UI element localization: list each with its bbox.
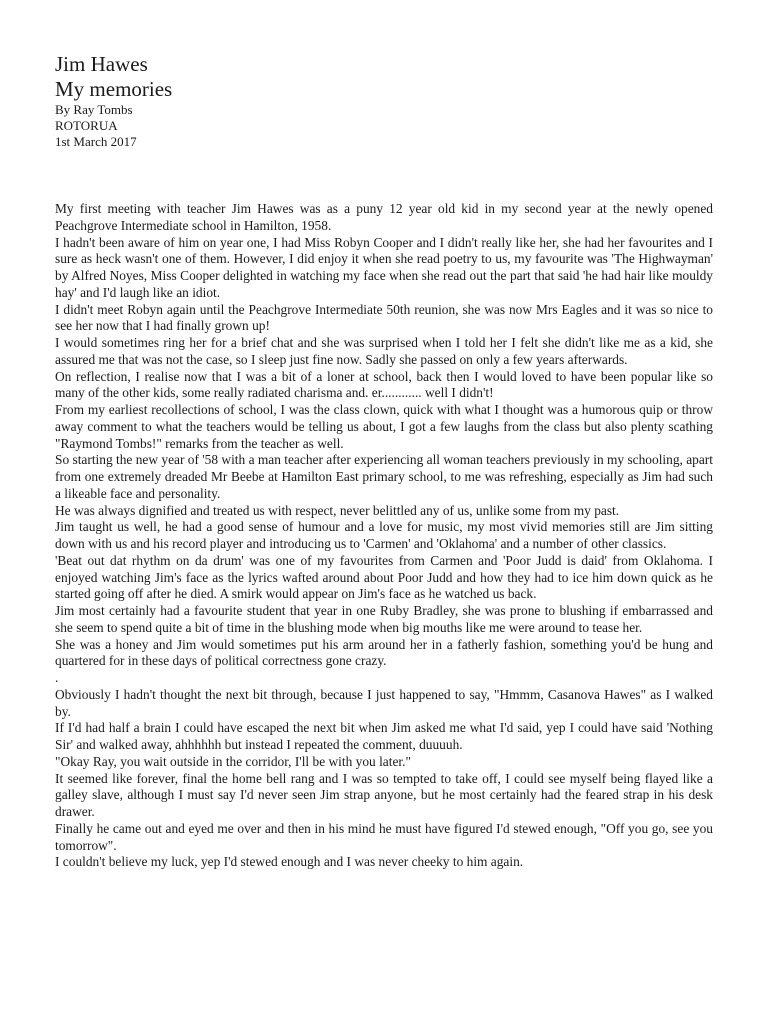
paragraph: My first meeting with teacher Jim Hawes was as a puny 12 year old kid in my second year at the newly opened Peachgrove Intermediate school in Hamilton, 1958. bbox=[55, 201, 713, 233]
paragraph: "Okay Ray, you wait outside in the corridor, I'll be with you later." bbox=[55, 753, 411, 769]
date: 1st March 2017 bbox=[55, 134, 137, 149]
paragraph: I couldn't believe my luck, yep I'd stewed enough and I was never cheeky to him again. bbox=[55, 854, 524, 870]
paragraph: She was a honey and Jim would sometimes put his arm around her in a fatherly fashion, something you'd be hung and quartered for in these days of political correctness gone crazy. bbox=[55, 636, 713, 669]
paragraph: It seemed like forever, final the home bell rang and I was so tempted to take off, I could see myself being flayed like a galley slave, although I must say I'd never seen Jim strap anyone, but he most certainly had the feared strap in his desk drawer. bbox=[55, 770, 713, 819]
paragraph: I would sometimes ring her for a brief chat and she was surprised when I told her I felt she didn't like me as a kid, she assured me that was not the case, so I sleep just fine now. Sadly she passed on only a few years afterwards. bbox=[55, 335, 713, 367]
paragraph: Jim most certainly had a favourite student that year in one Ruby Bradley, she was prone to blushing if embarrassed and she seem to spend quite a bit of time in the blushing mode when big mouths like me were around to tease her. bbox=[55, 603, 713, 635]
paragraph: I hadn't been aware of him on year one, I had Miss Robyn Cooper and I didn't really like her, she had her favourites and I sure as heck wasn't one of them. However, I did enjoy it when she read poetry to us, my favourite was 'The Highwayman' by Alfred Noyes, Miss Cooper delighted in watching my face when she read out the part that said 'he had hair like mouldy hay' and I'd laugh like an idiot. bbox=[55, 234, 713, 300]
paragraph: Finally he came out and eyed me over and then in his mind he must have figured I'd stewed enough, "Off you go, see you tomorrow". bbox=[55, 820, 713, 853]
paragraph: 'Beat out dat rhythm on da drum' was one of my favourites from Carmen and 'Poor Judd is daid' from Oklahoma. I enjoyed watching Jim's face as the lyrics wafted around about Poor Judd and how they had to ice him down quick as he started going off after he died. A smirk would appear on Jim's face as he watched us back. bbox=[55, 552, 713, 602]
paragraph: . bbox=[55, 670, 59, 685]
paragraph: I didn't meet Robyn again until the Peachgrove Intermediate 50th reunion, she was now Mrs Eagles and it was so nice to see her now that I had finally grown up! bbox=[55, 301, 713, 334]
paragraph: Obviously I hadn't thought the next bit through, because I just happened to say, "Hmmm, Casanova Hawes" as I walked by. bbox=[55, 686, 713, 719]
paragraph: So starting the new year of '58 with a man teacher after experiencing all woman teachers previously in my schooling, apart from one extremely dreaded Mr Beebe at Hamilton East primary school, to me was refreshing, especially as Jim had such a likeable face and personality. bbox=[55, 452, 713, 501]
place: ROTORUA bbox=[55, 118, 118, 133]
title-name: Jim Hawes bbox=[55, 52, 148, 76]
paragraph: On reflection, I realise now that I was a bit of a loner at school, back then I would loved to have been popular like so many of the other kids, some really radiated charisma and. er............ well I didn't! bbox=[55, 368, 713, 401]
document-body bbox=[55, 201, 713, 871]
paragraph: Jim taught us well, he had a good sense of humour and a love for music, my most vivid memories still are Jim sitting down with us and his record player and introducing us to 'Carmen' and 'Oklahoma' and a number of other classics. bbox=[55, 519, 713, 551]
paragraph: He was always dignified and treated us with respect, never belittled any of us, unlike some from my past. bbox=[55, 502, 620, 518]
title-block bbox=[55, 52, 713, 150]
title-subtitle: My memories bbox=[55, 77, 173, 101]
paragraph: From my earliest recollections of school, I was the class clown, quick with what I thought was a humorous quip or throw away comment to what the teachers would be telling us about, I got a few laughs from the class but also plenty scathing "Raymond Tombs!" remarks from the teacher as well. bbox=[55, 402, 713, 451]
paragraph: If I'd had half a brain I could have escaped the next bit when Jim asked me what I'd said, yep I could have said 'Nothing Sir' and walked away, ahhhhhh but instead I repeated the comment, duuuuh. bbox=[55, 720, 713, 752]
byline: By Ray Tombs bbox=[55, 102, 133, 117]
document-page bbox=[55, 52, 713, 871]
